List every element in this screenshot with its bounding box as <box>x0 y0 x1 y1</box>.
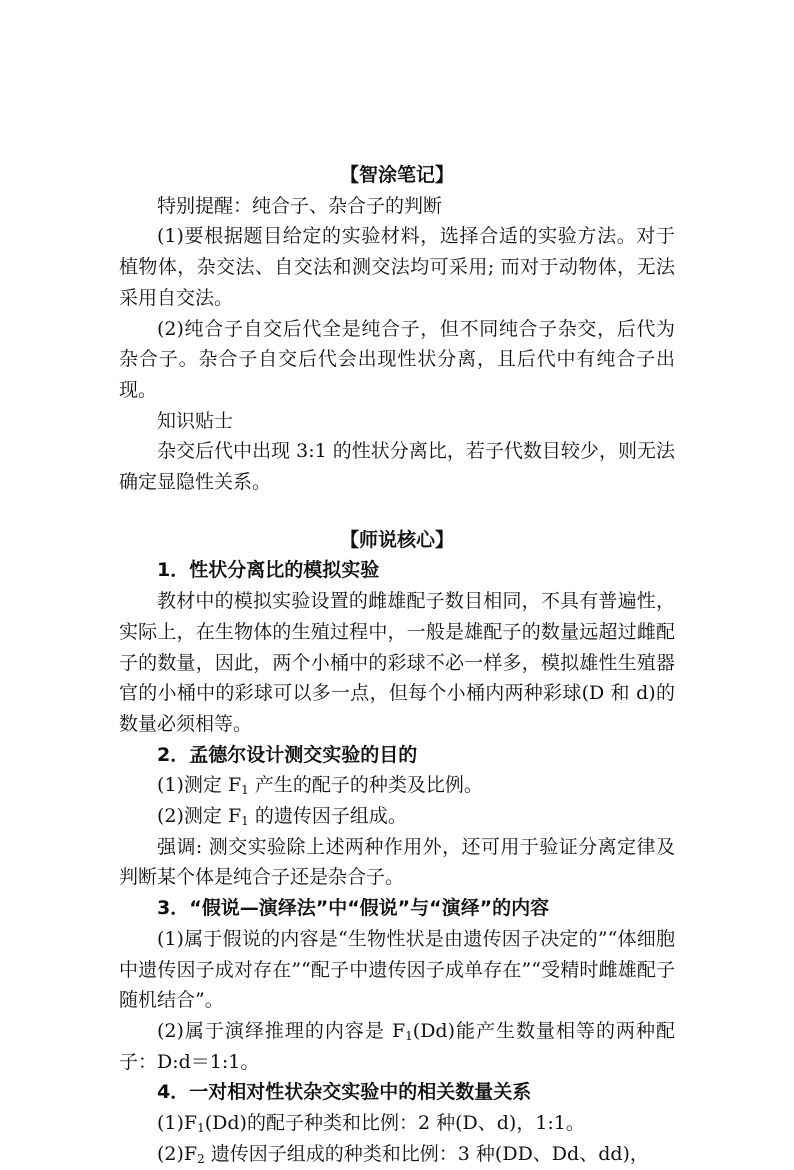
point-3-item-1: (1)属于假说的内容是“生物性状是由遗传因子决定的”“体细胞中遗传因子成对存在”“配子中遗传因子成单存在”“受精时雌雄配子随机结合”。 <box>119 927 675 1012</box>
point-1-heading: 1．性状分离比的模拟实验 <box>157 559 380 582</box>
subscript: 2 <box>197 1151 205 1166</box>
point-3-item-2 <box>119 1016 675 1077</box>
text-run: (2)F <box>157 1142 198 1165</box>
subscript: 1 <box>241 814 249 829</box>
text-run: (2)属于演绎推理的内容是 F <box>157 1019 406 1042</box>
tip-paragraph-1: (1)要根据题目给定的实验材料，选择合适的实验方法。对于植物体，杂交法、自交法和测交法均可采用; 而对于动物体，无法采用自交法。 <box>119 225 675 309</box>
knowledge-paragraph: 杂交后代中出现 3:1 的性状分离比，若子代数目较少，则无法确定显隐性关系。 <box>119 440 675 494</box>
point-2-item-1 <box>119 770 675 801</box>
text-run: 遗传因子组成的种类和比例：3 种(DD、Dd、dd)， <box>204 1142 649 1165</box>
text-run: (1)F <box>157 1112 198 1135</box>
section-title-core: 【师说核心】 <box>339 528 454 551</box>
point-2-heading: 2．孟德尔设计测交实验的目的 <box>157 743 418 766</box>
point-4-item-2 <box>119 1139 675 1170</box>
subscript: 1 <box>241 783 249 798</box>
point-2-emphasis: 强调: 测交实验除上述两种作用外，还可用于验证分离定律及判断某个体是纯合子还是杂合子。 <box>119 835 675 889</box>
point-2-item-2 <box>119 801 675 832</box>
document-page <box>119 160 675 1170</box>
point-4-heading: 4．一对相对性状杂交实验中的相关数量关系 <box>157 1081 532 1104</box>
tip-label: 特别提醒：纯合子、杂合子的判断 <box>157 194 443 217</box>
text-run: (1)测定 F <box>157 774 242 797</box>
text-run: 产生的配子的种类及比例。 <box>248 774 483 797</box>
text-run: (2)测定 F <box>157 805 242 828</box>
subscript: 1 <box>405 1028 413 1043</box>
subscript: 1 <box>197 1121 205 1136</box>
section-title-notes: 【智涂笔记】 <box>339 164 454 186</box>
knowledge-label: 知识贴士 <box>157 409 234 432</box>
tip-paragraph-2: (2)纯合子自交后代全是纯合子，但不同纯合子杂交，后代为杂合子。杂合子自交后代会出现性状分离，且后代中有纯合子出现。 <box>119 317 675 401</box>
point-3-heading: 3．“假说—演绎法”中“假说”与“演绎”的内容 <box>157 897 550 920</box>
text-run: (Dd)的配子种类和比例：2 种(D、d)，1:1。 <box>204 1112 585 1135</box>
point-1-paragraph: 教材中的模拟实验设置的雌雄配子数目相同，不具有普遍性，实际上，在生物体的生殖过程中，一般是雄配子的数量远超过雌配子的数量，因此，两个小桶中的彩球不必一样多，模拟雄性生殖器官的小桶中的彩球可以多一点，但每个小桶内两种彩球(D 和 d)的数量必须相等。 <box>119 590 675 735</box>
text-run: (Dd)能产生数量相等的两种配子：D:d＝1:1。 <box>119 1019 675 1073</box>
text-run: 的遗传因子组成。 <box>248 805 407 828</box>
point-4-item-1 <box>119 1108 675 1139</box>
